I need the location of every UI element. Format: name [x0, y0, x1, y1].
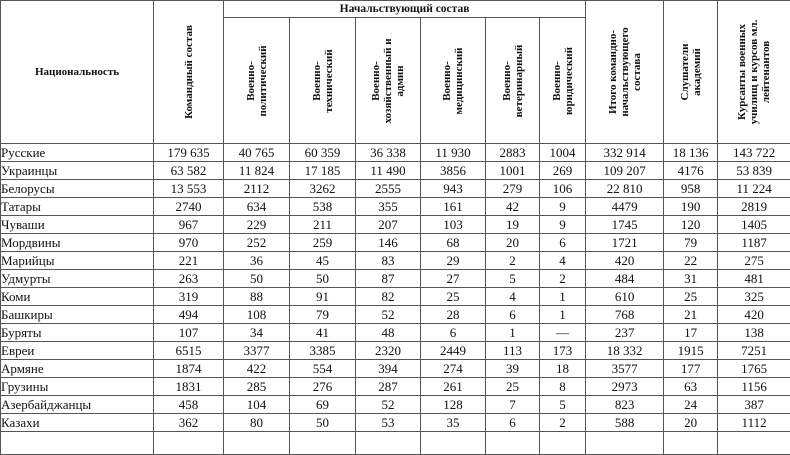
table-cell: 285 — [224, 378, 290, 396]
table-cell: 107 — [154, 324, 224, 342]
table-cell: 106 — [540, 180, 586, 198]
row-nationality: Евреи — [1, 342, 154, 360]
table-cell: 63 582 — [154, 162, 224, 180]
table-cell: 6 — [421, 324, 486, 342]
table-cell: 276 — [290, 378, 356, 396]
table-cell: 2973 — [586, 378, 664, 396]
table-cell: 161 — [421, 198, 486, 216]
table-cell: 1 — [540, 288, 586, 306]
table-cell: 91 — [290, 288, 356, 306]
table-cell: 943 — [421, 180, 486, 198]
table-cell: 104 — [224, 396, 290, 414]
table-cell: 53 — [356, 414, 421, 432]
table-cell: 19 — [486, 216, 540, 234]
table-cell: 179 635 — [154, 144, 224, 162]
table-row — [1, 270, 790, 288]
table-cell: 538 — [290, 198, 356, 216]
table-cell: 6 — [486, 306, 540, 324]
header-sub-economic: Военно- хозяйственный и админ — [356, 18, 421, 144]
table-cell: 420 — [586, 252, 664, 270]
table-cell: 634 — [224, 198, 290, 216]
table-cell: 21 — [664, 306, 718, 324]
table-cell: 9 — [540, 198, 586, 216]
empty-cell — [356, 432, 421, 455]
table-cell: 79 — [290, 306, 356, 324]
table-cell: 79 — [664, 234, 718, 252]
table-cell: 207 — [356, 216, 421, 234]
table-row — [1, 414, 790, 432]
header-commanding-group: Начальствующий состав — [224, 1, 586, 18]
header-total: Итого командно- начальствующего состава — [586, 1, 664, 144]
empty-cell — [224, 432, 290, 455]
row-nationality: Казахи — [1, 414, 154, 432]
table-cell: 28 — [421, 306, 486, 324]
table-cell: 48 — [356, 324, 421, 342]
table-cell: 88 — [224, 288, 290, 306]
table-cell: 1874 — [154, 360, 224, 378]
table-cell: 2883 — [486, 144, 540, 162]
table-cell: 39 — [486, 360, 540, 378]
empty-cell — [486, 432, 540, 455]
table-cell: 50 — [290, 414, 356, 432]
table-cell: 554 — [290, 360, 356, 378]
table-cell: 18 332 — [586, 342, 664, 360]
table-cell: 1156 — [718, 378, 790, 396]
empty-cell — [1, 432, 154, 455]
empty-cell — [290, 432, 356, 455]
table-row — [1, 288, 790, 306]
table-cell: 287 — [356, 378, 421, 396]
table-cell: 2740 — [154, 198, 224, 216]
table-cell: 6515 — [154, 342, 224, 360]
table-cell: 229 — [224, 216, 290, 234]
table-cell: 1004 — [540, 144, 586, 162]
table-cell: 958 — [664, 180, 718, 198]
table-cell: 103 — [421, 216, 486, 234]
table-cell: 18 136 — [664, 144, 718, 162]
table-cell: 394 — [356, 360, 421, 378]
table-row — [1, 342, 790, 360]
table-cell: 31 — [664, 270, 718, 288]
table-cell: 25 — [486, 378, 540, 396]
header-sub-political: Военно- политический — [224, 18, 290, 144]
table-cell: 40 765 — [224, 144, 290, 162]
header-sub-legal: Военно- юридический — [540, 18, 586, 144]
table-cell: 967 — [154, 216, 224, 234]
table-cell: 42 — [486, 198, 540, 216]
row-nationality: Белорусы — [1, 180, 154, 198]
table-cell: 11 490 — [356, 162, 421, 180]
table-cell: 120 — [664, 216, 718, 234]
table-cell: 2449 — [421, 342, 486, 360]
table-row — [1, 306, 790, 324]
table-cell: 45 — [290, 252, 356, 270]
table-cell: 7 — [486, 396, 540, 414]
empty-row — [1, 432, 790, 455]
table-row — [1, 162, 790, 180]
table-cell: 22 810 — [586, 180, 664, 198]
table-cell: 17 185 — [290, 162, 356, 180]
table-cell: 362 — [154, 414, 224, 432]
header-sub-medical: Военно- медицинский — [421, 18, 486, 144]
table-cell: 7251 — [718, 342, 790, 360]
row-nationality: Татары — [1, 198, 154, 216]
table-cell: 1721 — [586, 234, 664, 252]
table-cell: 173 — [540, 342, 586, 360]
header-command-staff: Командный состав — [154, 1, 224, 144]
table-cell: 27 — [421, 270, 486, 288]
table-cell: 610 — [586, 288, 664, 306]
row-nationality: Марийцы — [1, 252, 154, 270]
table-row — [1, 216, 790, 234]
table-row — [1, 180, 790, 198]
table-cell: 2 — [486, 252, 540, 270]
table-cell: 82 — [356, 288, 421, 306]
row-nationality: Чуваши — [1, 216, 154, 234]
row-nationality: Буряты — [1, 324, 154, 342]
table-cell: 261 — [421, 378, 486, 396]
table-row — [1, 378, 790, 396]
table-cell: 279 — [486, 180, 540, 198]
header-sub-veterinary: Военно- ветеринарный — [486, 18, 540, 144]
table-cell: 1831 — [154, 378, 224, 396]
table-row — [1, 324, 790, 342]
table-cell: 52 — [356, 396, 421, 414]
table-cell: 113 — [486, 342, 540, 360]
table-cell: 1 — [486, 324, 540, 342]
table-cell: 274 — [421, 360, 486, 378]
table-cell: 138 — [718, 324, 790, 342]
table-cell: 11 930 — [421, 144, 486, 162]
header-academy: Слушатели академий — [664, 1, 718, 144]
table-cell: 35 — [421, 414, 486, 432]
table-cell: 458 — [154, 396, 224, 414]
table-cell: 1112 — [718, 414, 790, 432]
table-cell: 332 914 — [586, 144, 664, 162]
table-cell: 87 — [356, 270, 421, 288]
table-cell: 108 — [224, 306, 290, 324]
table-cell: 768 — [586, 306, 664, 324]
table-cell: 11 824 — [224, 162, 290, 180]
table-cell: 5 — [540, 396, 586, 414]
row-nationality: Украинцы — [1, 162, 154, 180]
table-cell: 143 722 — [718, 144, 790, 162]
table-cell: 269 — [540, 162, 586, 180]
table-cell: — — [540, 324, 586, 342]
table-cell: 4479 — [586, 198, 664, 216]
header-cadets: Курсанты военных училищ и курсов мл. лейтенантов — [718, 1, 790, 144]
table-cell: 36 338 — [356, 144, 421, 162]
row-nationality: Азербайджанцы — [1, 396, 154, 414]
table-cell: 11 224 — [718, 180, 790, 198]
table-cell: 221 — [154, 252, 224, 270]
table-row — [1, 252, 790, 270]
table-cell: 20 — [486, 234, 540, 252]
table-cell: 2320 — [356, 342, 421, 360]
table-cell: 69 — [290, 396, 356, 414]
table-cell: 24 — [664, 396, 718, 414]
row-nationality: Башкиры — [1, 306, 154, 324]
table-cell: 2 — [540, 414, 586, 432]
empty-cell — [421, 432, 486, 455]
table-cell: 2555 — [356, 180, 421, 198]
table-cell: 4 — [540, 252, 586, 270]
table-cell: 18 — [540, 360, 586, 378]
table-cell: 422 — [224, 360, 290, 378]
table-cell: 3377 — [224, 342, 290, 360]
table-cell: 9 — [540, 216, 586, 234]
table-cell: 13 553 — [154, 180, 224, 198]
table-cell: 68 — [421, 234, 486, 252]
table-cell: 5 — [486, 270, 540, 288]
table-cell: 6 — [486, 414, 540, 432]
table-cell: 20 — [664, 414, 718, 432]
table-cell: 190 — [664, 198, 718, 216]
table-cell: 1001 — [486, 162, 540, 180]
table-cell: 355 — [356, 198, 421, 216]
table-row — [1, 234, 790, 252]
table-cell: 237 — [586, 324, 664, 342]
table-cell: 4176 — [664, 162, 718, 180]
table-cell: 146 — [356, 234, 421, 252]
table-cell: 319 — [154, 288, 224, 306]
table-cell: 263 — [154, 270, 224, 288]
table-cell: 80 — [224, 414, 290, 432]
table-cell: 1 — [540, 306, 586, 324]
table-cell: 63 — [664, 378, 718, 396]
header-sub-technical: Военно- технический — [290, 18, 356, 144]
empty-cell — [664, 432, 718, 455]
table-cell: 970 — [154, 234, 224, 252]
table-row — [1, 360, 790, 378]
table-cell: 1745 — [586, 216, 664, 234]
row-nationality: Русские — [1, 144, 154, 162]
table-cell: 34 — [224, 324, 290, 342]
table-cell: 83 — [356, 252, 421, 270]
table-row — [1, 198, 790, 216]
table-cell: 420 — [718, 306, 790, 324]
table-cell: 325 — [718, 288, 790, 306]
table-cell: 4 — [486, 288, 540, 306]
empty-cell — [154, 432, 224, 455]
empty-cell — [540, 432, 586, 455]
table-cell: 109 207 — [586, 162, 664, 180]
table-cell: 3262 — [290, 180, 356, 198]
table-cell: 494 — [154, 306, 224, 324]
row-nationality: Удмурты — [1, 270, 154, 288]
table-cell: 484 — [586, 270, 664, 288]
table-cell: 2 — [540, 270, 586, 288]
table-cell: 211 — [290, 216, 356, 234]
table-cell: 588 — [586, 414, 664, 432]
row-nationality: Коми — [1, 288, 154, 306]
table-cell: 252 — [224, 234, 290, 252]
row-nationality: Мордвины — [1, 234, 154, 252]
table-cell: 36 — [224, 252, 290, 270]
table-cell: 25 — [421, 288, 486, 306]
table-cell: 60 359 — [290, 144, 356, 162]
table-cell: 177 — [664, 360, 718, 378]
row-nationality: Армяне — [1, 360, 154, 378]
empty-cell — [586, 432, 664, 455]
table-cell: 128 — [421, 396, 486, 414]
table-cell: 275 — [718, 252, 790, 270]
table-cell: 2112 — [224, 180, 290, 198]
table-row — [1, 396, 790, 414]
row-nationality: Грузины — [1, 378, 154, 396]
table-cell: 8 — [540, 378, 586, 396]
table-cell: 1765 — [718, 360, 790, 378]
table-cell: 41 — [290, 324, 356, 342]
table-cell: 53 839 — [718, 162, 790, 180]
table-cell: 3856 — [421, 162, 486, 180]
table-cell: 1405 — [718, 216, 790, 234]
table-cell: 259 — [290, 234, 356, 252]
empty-cell — [718, 432, 790, 455]
table-cell: 1187 — [718, 234, 790, 252]
table-cell: 29 — [421, 252, 486, 270]
table-cell: 2819 — [718, 198, 790, 216]
header-nationality: Национальность — [1, 1, 154, 144]
table-cell: 3385 — [290, 342, 356, 360]
table-cell: 50 — [224, 270, 290, 288]
table-cell: 6 — [540, 234, 586, 252]
table-cell: 1915 — [664, 342, 718, 360]
table-cell: 25 — [664, 288, 718, 306]
table-cell: 481 — [718, 270, 790, 288]
table-cell: 17 — [664, 324, 718, 342]
table-cell: 387 — [718, 396, 790, 414]
table-cell: 823 — [586, 396, 664, 414]
table-cell: 3577 — [586, 360, 664, 378]
table-cell: 22 — [664, 252, 718, 270]
table-cell: 50 — [290, 270, 356, 288]
table-cell: 52 — [356, 306, 421, 324]
